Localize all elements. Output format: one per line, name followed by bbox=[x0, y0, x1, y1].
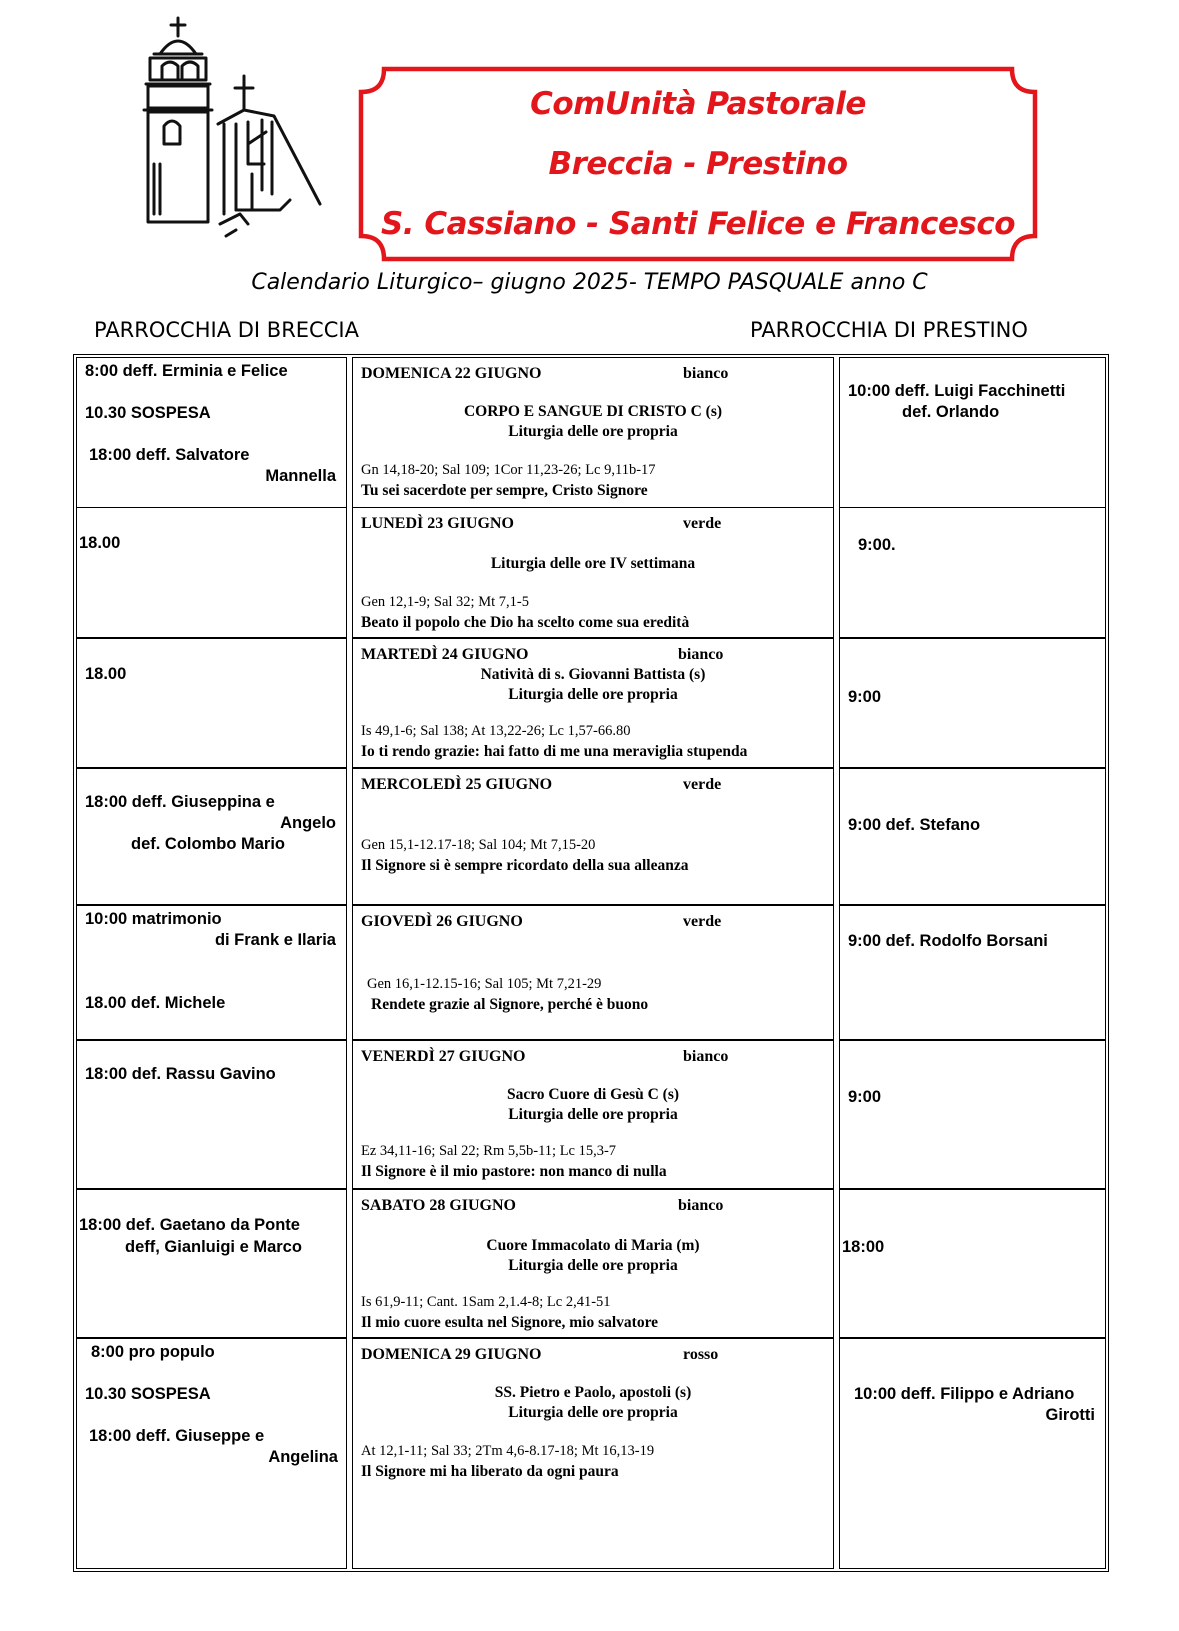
feast-line: Natività di s. Giovanni Battista (s) bbox=[480, 666, 706, 683]
mass-entry: 8:00 deff. Erminia e Felice bbox=[85, 362, 288, 380]
liturgy-cell bbox=[352, 768, 834, 905]
table-row bbox=[74, 355, 1108, 510]
readings: Gen 12,1-9; Sal 32; Mt 7,1-5 bbox=[361, 594, 529, 610]
prestino-masses-cell bbox=[839, 357, 1106, 508]
feast-line: Cuore Immacolato di Maria (m) bbox=[486, 1237, 700, 1254]
psalm-antiphon: Il Signore mi ha liberato da ogni paura bbox=[361, 1463, 619, 1480]
table-row bbox=[74, 505, 1108, 640]
calendar-table bbox=[73, 354, 1109, 1572]
prestino-masses-cell bbox=[839, 768, 1106, 905]
mass-entry: 18.00 bbox=[85, 665, 127, 683]
breccia-masses-cell bbox=[76, 1338, 347, 1569]
prestino-masses-cell bbox=[839, 507, 1106, 638]
mass-entry: 18.00 def. Michele bbox=[85, 994, 226, 1012]
mass-entry: 18:00 def. Gaetano da Ponte bbox=[79, 1216, 300, 1234]
feast-line: Sacro Cuore di Gesù C (s) bbox=[506, 1086, 680, 1103]
psalm-antiphon: Io ti rendo grazie: hai fatto di me una meraviglia stupenda bbox=[361, 743, 748, 760]
mass-entry: Girotti bbox=[1045, 1406, 1095, 1424]
mass-entry: def. Colombo Mario bbox=[131, 835, 285, 853]
day-label: SABATO 28 GIUGNO bbox=[361, 1197, 516, 1214]
title-line-3: S. Cassiano - Santi Felice e Francesco bbox=[380, 206, 1015, 242]
table-row bbox=[74, 903, 1108, 1042]
liturgy-cell bbox=[352, 1189, 834, 1338]
prestino-masses-cell bbox=[839, 905, 1106, 1040]
breccia-masses-cell bbox=[76, 638, 347, 768]
breccia-masses-cell bbox=[76, 768, 347, 905]
breccia-masses-cell bbox=[76, 905, 347, 1040]
table-row bbox=[74, 1187, 1108, 1340]
liturgical-color: bianco bbox=[683, 1048, 729, 1065]
feast-line: SS. Pietro e Paolo, apostoli (s) bbox=[494, 1384, 692, 1401]
calendar-subtitle: Calendario Liturgico– giugno 2025- TEMPO PASQUALE anno C bbox=[251, 270, 928, 295]
mass-entry: 8:00 pro populo bbox=[91, 1343, 215, 1361]
feast-line: CORPO E SANGUE DI CRISTO C (s) bbox=[463, 403, 723, 420]
liturgical-color: bianco bbox=[678, 646, 724, 663]
title-line-1: ComUnità Pastorale bbox=[530, 86, 866, 122]
mass-entry: 18:00 bbox=[842, 1238, 885, 1256]
feast-line: Liturgia delle ore propria bbox=[508, 686, 678, 703]
day-label: MARTEDÌ 24 GIUGNO bbox=[361, 646, 529, 663]
psalm-antiphon: Tu sei sacerdote per sempre, Cristo Signore bbox=[361, 482, 648, 499]
mass-entry: deff, Gianluigi e Marco bbox=[125, 1238, 302, 1256]
mass-entry: Mannella bbox=[265, 467, 336, 485]
liturgical-color: rosso bbox=[683, 1346, 719, 1363]
day-label: VENERDÌ 27 GIUGNO bbox=[361, 1048, 526, 1065]
liturgy-cell bbox=[352, 1338, 834, 1569]
mass-entry: Angelina bbox=[268, 1448, 338, 1466]
readings: Gen 16,1-12.15-16; Sal 105; Mt 7,21-29 bbox=[367, 976, 602, 992]
mass-entry: di Frank e Ilaria bbox=[214, 931, 336, 949]
mass-entry: 9:00 bbox=[848, 1088, 882, 1106]
liturgical-color: bianco bbox=[678, 1197, 724, 1214]
day-label: MERCOLEDÌ 25 GIUGNO bbox=[361, 776, 553, 793]
mass-entry: 18.00 bbox=[79, 534, 121, 552]
title-line-2: Breccia - Prestino bbox=[548, 146, 848, 182]
mass-entry: Angelo bbox=[280, 814, 336, 832]
prestino-masses-cell bbox=[839, 1189, 1106, 1338]
feast-line: Liturgia delle ore propria bbox=[508, 1106, 678, 1123]
readings: Is 61,9-11; Cant. 1Sam 2,1.4-8; Lc 2,41-51 bbox=[361, 1294, 611, 1310]
parish-prestino-heading: PARROCCHIA DI PRESTINO bbox=[750, 318, 1028, 342]
psalm-antiphon: Rendete grazie al Signore, perché è buono bbox=[371, 996, 649, 1013]
readings: Is 49,1-6; Sal 138; At 13,22-26; Lc 1,57-66.80 bbox=[361, 723, 631, 739]
readings: At 12,1-11; Sal 33; 2Tm 4,6-8.17-18; Mt 16,13-19 bbox=[361, 1443, 655, 1459]
day-label: LUNEDÌ 23 GIUGNO bbox=[361, 515, 514, 532]
liturgical-color: verde bbox=[683, 515, 722, 532]
liturgy-cell bbox=[352, 905, 834, 1040]
feast-line: Liturgia delle ore IV settimana bbox=[490, 555, 696, 572]
liturgy-cell bbox=[352, 1040, 834, 1189]
day-label: DOMENICA 22 GIUGNO bbox=[361, 365, 542, 382]
mass-entry: 9:00 def. Rodolfo Borsani bbox=[848, 932, 1048, 950]
psalm-antiphon: Beato il popolo che Dio ha scelto come sua eredità bbox=[361, 614, 690, 631]
readings: Gen 15,1-12.17-18; Sal 104; Mt 7,15-20 bbox=[361, 837, 596, 853]
breccia-masses-cell bbox=[76, 507, 347, 638]
mass-entry: 18:00 def. Rassu Gavino bbox=[85, 1065, 276, 1083]
table-row bbox=[74, 636, 1108, 770]
mass-entry: 9:00 def. Stefano bbox=[848, 816, 981, 834]
mass-entry: 10:00 deff. Filippo e Adriano bbox=[854, 1385, 1075, 1403]
psalm-antiphon: Il mio cuore esulta nel Signore, mio salvatore bbox=[361, 1314, 659, 1331]
table-row bbox=[74, 1336, 1108, 1571]
parish-breccia-heading: PARROCCHIA DI BRECCIA bbox=[94, 318, 359, 342]
mass-entry: 10:00 matrimonio bbox=[85, 910, 222, 928]
table-row bbox=[74, 1038, 1108, 1191]
prestino-masses-cell bbox=[839, 638, 1106, 768]
title-block bbox=[360, 66, 1036, 262]
prestino-masses-cell bbox=[839, 1040, 1106, 1189]
liturgy-cell bbox=[352, 357, 834, 508]
psalm-antiphon: Il Signore è il mio pastore: non manco di nulla bbox=[361, 1163, 667, 1180]
readings: Gn 14,18-20; Sal 109; 1Cor 11,23-26; Lc 9,11b-17 bbox=[361, 462, 656, 478]
prestino-masses-cell bbox=[839, 1338, 1106, 1569]
mass-entry: 18:00 deff. Salvatore bbox=[89, 446, 250, 464]
mass-entry: 10:00 deff. Luigi Facchinetti bbox=[848, 382, 1066, 400]
breccia-masses-cell bbox=[76, 357, 347, 508]
feast-line: Liturgia delle ore propria bbox=[508, 1404, 678, 1421]
feast-line: Liturgia delle ore propria bbox=[508, 423, 678, 440]
mass-entry: 18:00 deff. Giuseppina e bbox=[85, 793, 275, 811]
mass-entry: def. Orlando bbox=[902, 403, 1000, 421]
mass-entry: 18:00 deff. Giuseppe e bbox=[89, 1427, 265, 1445]
mass-entry: 10.30 SOSPESA bbox=[85, 1385, 211, 1403]
feast-line: Liturgia delle ore propria bbox=[508, 1257, 678, 1274]
day-label: DOMENICA 29 GIUGNO bbox=[361, 1346, 542, 1363]
table-row bbox=[74, 766, 1108, 907]
liturgy-cell bbox=[352, 507, 834, 638]
church-logo-icon bbox=[140, 14, 340, 246]
liturgy-cell bbox=[352, 638, 834, 768]
mass-entry: 10.30 SOSPESA bbox=[85, 404, 211, 422]
mass-entry: 9:00. bbox=[858, 536, 896, 554]
day-label: GIOVEDÌ 26 GIUGNO bbox=[361, 913, 523, 930]
readings: Ez 34,11-16; Sal 22; Rm 5,5b-11; Lc 15,3-7 bbox=[361, 1143, 617, 1159]
mass-entry: 9:00 bbox=[848, 688, 882, 706]
liturgical-color: verde bbox=[683, 776, 722, 793]
breccia-masses-cell bbox=[76, 1040, 347, 1189]
liturgical-color: verde bbox=[683, 913, 722, 930]
breccia-masses-cell bbox=[76, 1189, 347, 1338]
psalm-antiphon: Il Signore si è sempre ricordato della sua alleanza bbox=[361, 857, 689, 874]
liturgical-color: bianco bbox=[683, 365, 729, 382]
